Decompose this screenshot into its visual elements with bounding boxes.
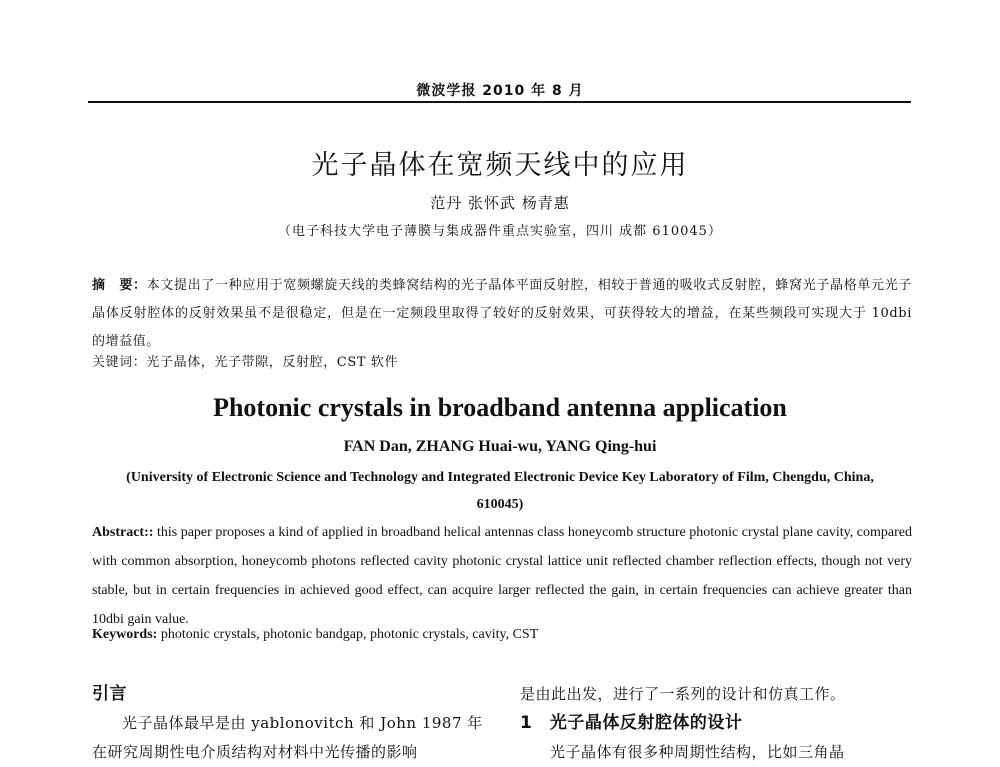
english-abstract-text: this paper proposes a kind of applied in broadband helical antennas class honeycomb structure photonic crystal plane cavity, compared with common absorption, honeycomb photons reflected cavity photonic crystal lattice unit reflected chamber reflection effects, though not very stable, but in certain frequencies in achieved good effect, can acquire larger reflected the gain, in certain frequencies can achieve greater than 10dbi gain value. xyxy=(92,525,912,627)
section-1-paragraph: 光子晶体有很多种周期性结构，比如三角晶 xyxy=(550,743,845,761)
english-keywords-label: Keywords: xyxy=(92,627,161,642)
chinese-authors: 范丹 张怀武 杨青惠 xyxy=(430,194,570,212)
running-header: 微波学报 2010 年 8 月 xyxy=(416,83,584,99)
header-rule xyxy=(88,101,911,103)
english-affiliation: (University of Electronic Science and Technology and Integrated Electronic Device Key Laboratory of Film, Chengdu, China, 610045) xyxy=(126,470,874,512)
chinese-keywords-text: 光子晶体，光子带隙，反射腔，CST 软件 xyxy=(146,355,399,370)
english-abstract xyxy=(92,518,912,634)
right-column xyxy=(520,680,925,767)
introduction-heading: 引言 xyxy=(92,684,127,704)
chinese-affiliation: （电子科技大学电子薄膜与集成器件重点实验室，四川 成都 610045） xyxy=(278,224,722,239)
english-authors: FAN Dan, ZHANG Huai-wu, YANG Qing-hui xyxy=(343,438,657,455)
introduction-paragraph: 光子晶体最早是由 yablonovitch 和 John 1987 年在研究周期性电介质结构对材料中光传播的影响 xyxy=(92,714,483,761)
english-keywords-text: photonic crystals, photonic bandgap, photonic crystals, cavity, CST xyxy=(160,627,539,642)
chinese-abstract-label: 摘 要： xyxy=(92,278,147,293)
chinese-abstract xyxy=(92,272,912,356)
chinese-keywords xyxy=(92,351,912,370)
english-title: Photonic crystals in broadband antenna application xyxy=(213,393,787,422)
chinese-title: 光子晶体在宽频天线中的应用 xyxy=(311,150,689,181)
chinese-keywords-label: 关键词： xyxy=(92,355,147,370)
left-column xyxy=(92,680,497,767)
section-1-heading: 1 光子晶体反射腔体的设计 xyxy=(520,713,743,733)
english-keywords xyxy=(92,627,912,643)
english-abstract-label: Abstract:: xyxy=(92,525,157,540)
right-paragraph-end: 是由此出发，进行了一系列的设计和仿真工作。 xyxy=(520,685,846,703)
chinese-abstract-text: 本文提出了一种应用于宽频螺旋天线的类蜂窝结构的光子晶体平面反射腔，相较于普通的吸收式反射腔，蜂窝光子晶格单元光子晶体反射腔体的反射效果虽不是很稳定，但是在一定频段里取得了较好的反射效果，可获得较大的增益，在某些频段可实现大于 10dbi 的增益值。 xyxy=(92,278,912,349)
